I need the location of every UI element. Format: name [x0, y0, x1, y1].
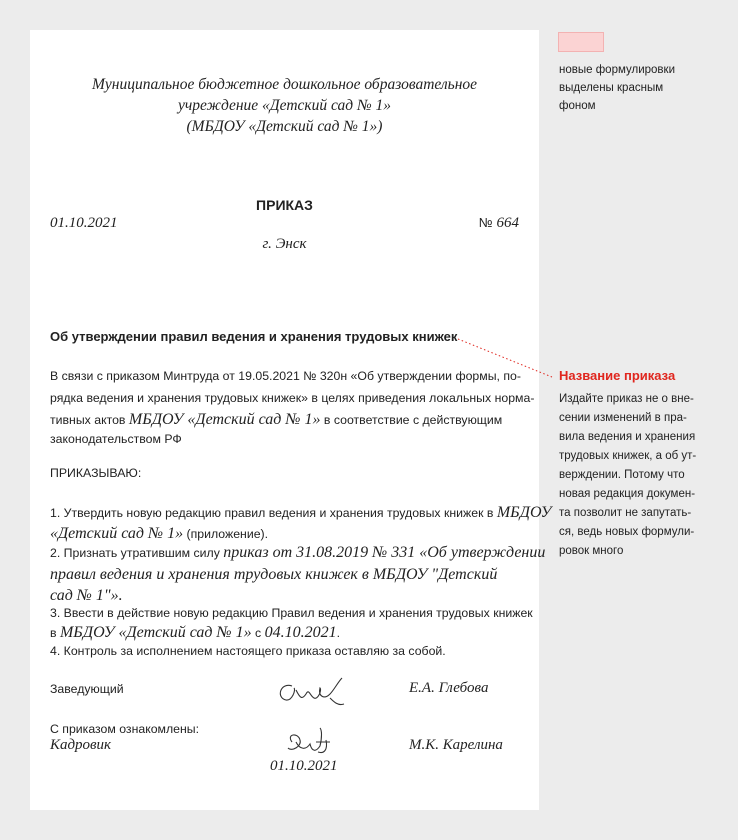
org-line: учреждение «Детский сад № 1» — [178, 97, 391, 114]
item-3-pre: в — [50, 626, 57, 640]
order-city: г. Энск — [262, 236, 307, 252]
item-2-ref-cont: правил ведения и хранения трудовых книжек в МБДОУ "Детский — [50, 566, 498, 583]
legend-line: фоном — [559, 100, 596, 112]
preamble-org: МБДОУ «Детский сад № 1» — [128, 411, 321, 428]
note-line: ровок много — [559, 545, 624, 557]
item-1-org-name: «Детский сад № 1» — [50, 525, 184, 542]
preamble-line-4: законодательством РФ — [50, 432, 182, 446]
item-1-suffix: (приложение). — [186, 527, 269, 541]
hr-name: М.К. Карелина — [409, 737, 503, 753]
item-3-post: . — [336, 626, 340, 640]
item-3-date: 04.10.2021 — [264, 624, 337, 641]
note-line: новая редакция докумен- — [559, 488, 696, 500]
item-1-org: МБДОУ — [496, 504, 552, 521]
item-3-org: МБДОУ «Детский сад № 1» — [59, 624, 252, 641]
item-2-ref: приказ от 31.08.2019 № 331 «Об утверждении — [223, 544, 546, 561]
item-2-ref-end: сад № 1"». — [50, 587, 123, 604]
note-line: ся, ведь новых формули- — [559, 526, 695, 538]
item-3-line-1: 3. Ввести в действие новую редакцию Правил ведения и хранения трудовых книжек — [50, 606, 533, 620]
note-line: вила ведения и хранения — [559, 431, 696, 443]
legend-line: новые формулировки — [559, 64, 675, 76]
preamble-pre: тивных актов — [50, 413, 126, 427]
preamble-post: в соответствие с действующим — [323, 413, 503, 427]
item-2-text: 2. Признать утратившим силу — [50, 546, 220, 560]
item-4: 4. Контроль за исполнением настоящего приказа оставляю за собой. — [50, 644, 446, 658]
order-word: ПРИКАЗЫВАЮ: — [50, 466, 142, 480]
callout-dotted-line — [458, 339, 552, 377]
document-title: ПРИКАЗ — [256, 197, 313, 213]
order-heading: Об утверждении правил ведения и хранения трудовых книжек — [50, 329, 458, 344]
item-3-mid: с — [255, 626, 262, 640]
note-title: Название приказа — [559, 368, 676, 383]
order-date: 01.10.2021 — [50, 215, 118, 231]
hr-role: Кадровик — [50, 737, 112, 753]
preamble-line-2: рядка ведения и хранения трудовых книжек» в целях приведения локальных норма- — [50, 391, 535, 405]
note-line: верждении. Потому что — [559, 469, 685, 481]
legend-line: выделены красным — [559, 82, 664, 94]
item-1-text: 1. Утвердить новую редакцию правил ведения и хранения трудовых книжек в — [50, 506, 494, 520]
acquainted-label: С приказом ознакомлены: — [50, 722, 200, 736]
note-line: трудовых книжек, а об ут- — [559, 450, 697, 462]
preamble-line-1: В связи с приказом Минтруда от 19.05.2021 № 320н «Об утверждении формы, по- — [50, 369, 521, 383]
head-role: Заведующий — [50, 682, 124, 696]
org-line: (МБДОУ «Детский сад № 1») — [186, 118, 383, 135]
head-name: Е.А. Глебова — [409, 680, 489, 696]
note-line: сении изменений в пра- — [559, 412, 687, 424]
org-line: Муниципальное бюджетное дошкольное образовательное — [91, 76, 478, 93]
note-line: та позволит не запутать- — [559, 507, 692, 519]
number-value: 664 — [496, 215, 519, 231]
number-sign: № — [478, 215, 493, 230]
hr-sign-date: 01.10.2021 — [270, 758, 338, 774]
note-line: Издайте приказ не о вне- — [559, 393, 694, 405]
